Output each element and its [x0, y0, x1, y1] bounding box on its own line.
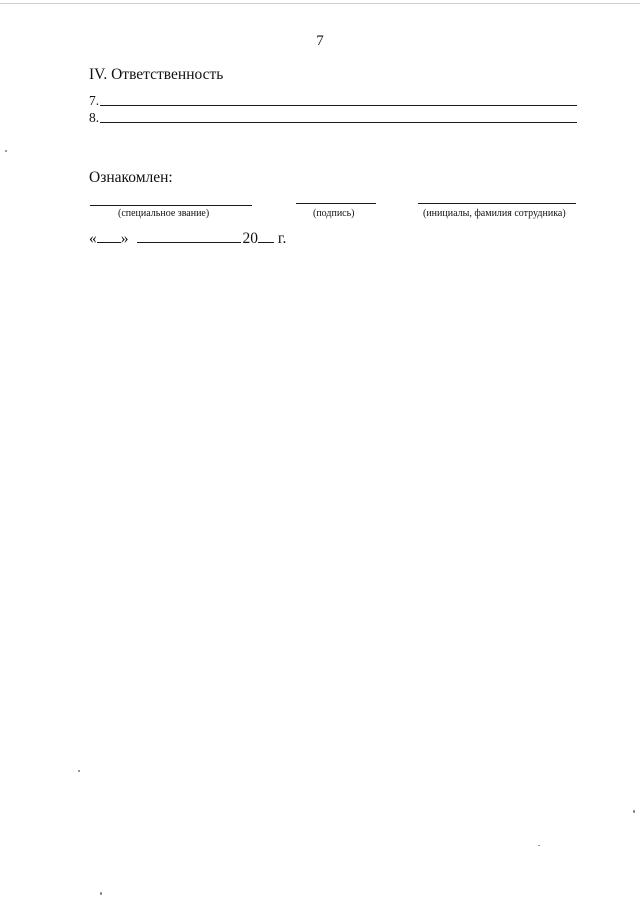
item-number: 8.	[89, 110, 100, 125]
scan-speck	[5, 150, 7, 152]
day-blank	[97, 228, 121, 243]
year-blank	[258, 228, 274, 243]
open-quote: «	[89, 230, 97, 247]
name-caption: (инициалы, фамилия сотрудника)	[423, 208, 566, 219]
rank-signature-line	[90, 205, 252, 206]
scan-speck	[78, 770, 80, 772]
month-blank	[137, 228, 241, 243]
year-century: 20	[242, 230, 258, 247]
scan-speck	[100, 892, 102, 895]
signature-line	[296, 203, 376, 204]
item-line-7	[89, 93, 577, 109]
page-number: 7	[316, 33, 324, 49]
date-line	[89, 228, 286, 248]
rank-caption: (специальное звание)	[118, 208, 210, 219]
section-title: IV. Ответственность	[89, 66, 224, 83]
acknowledged-heading: Ознакомлен:	[89, 169, 173, 186]
scan-speck	[633, 810, 635, 813]
year-suffix: г.	[277, 230, 287, 247]
fill-in-rule	[100, 104, 577, 106]
name-signature-line	[418, 203, 576, 204]
scan-speck	[538, 845, 540, 846]
item-line-8	[89, 110, 577, 126]
fill-in-rule	[100, 121, 577, 123]
signature-caption: (подпись)	[313, 208, 355, 219]
item-number: 7.	[89, 93, 100, 108]
scan-edge	[0, 3, 640, 4]
close-quote: »	[120, 230, 129, 247]
